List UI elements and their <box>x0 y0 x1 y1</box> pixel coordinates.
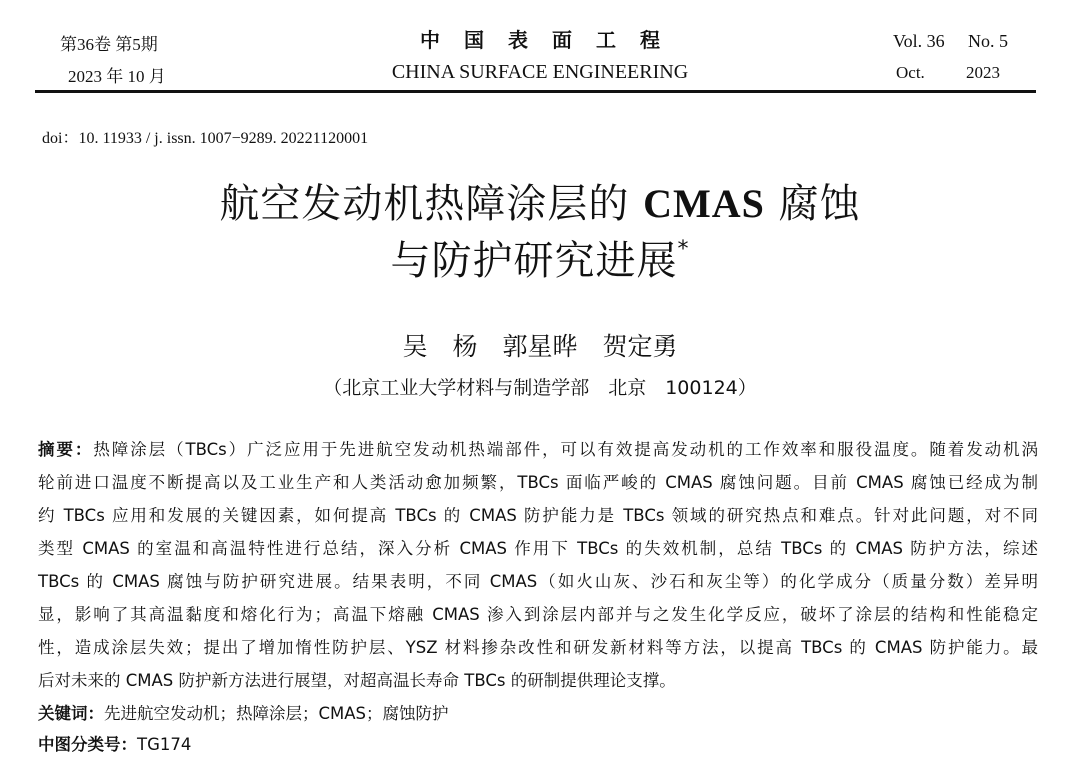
header-rule <box>35 90 1036 93</box>
month-en: Oct. <box>896 63 925 82</box>
abstract-line-3: 约 TBCs 应用和发展的关键因素，如何提高 TBCs 的 CMAS 防护能力是 TBCs 领域的研究热点和难点。针对此问题，对不同 <box>38 506 1038 525</box>
affiliation: （北京工业大学材料与制造学部 北京 100124） <box>323 377 757 399</box>
paper-title-line-1 <box>0 180 1080 228</box>
journal-title-en: CHINA SURFACE ENGINEERING <box>391 61 689 83</box>
abstract-line-1 <box>38 439 1038 460</box>
title-part-cn-end: 腐蚀 <box>764 181 861 227</box>
classification-text: TG174 <box>137 735 192 754</box>
title-part-cmas: CMAS <box>643 181 765 226</box>
date-cn: 2023 年 10 月 <box>68 67 166 86</box>
abstract-line-8: 后对未来的 CMAS 防护新方法进行展望，对超高温长寿命 TBCs 的研制提供理论支撑。 <box>38 671 676 690</box>
keywords-text: 先进航空发动机；热障涂层；CMAS；腐蚀防护 <box>104 704 449 723</box>
volume-en: Vol. 36 <box>893 31 945 51</box>
keywords <box>38 703 1038 724</box>
title-line-2-text: 与防护研究进展 <box>390 238 678 284</box>
title-part-cn: 航空发动机热障涂层的 <box>219 181 644 227</box>
abstract-line-7: 性，造成涂层失效；提出了增加惰性防护层、YSZ 材料掺杂改性和研发新材料等方法，以提高 TBCs 的 CMAS 防护能力。最 <box>38 638 1038 657</box>
author-list <box>0 327 1080 363</box>
author-3: 贺定勇 <box>602 332 678 361</box>
abstract-text-1: 热障涂层（TBCs）广泛应用于先进航空发动机热端部件，可以有效提高发动机的工作效率和服役温度。随着发动机涡 <box>93 440 1039 459</box>
abstract-line-5: TBCs 的 CMAS 腐蚀与防护研究进展。结果表明，不同 CMAS（如火山灰、沙石和灰尘等）的化学成分（质量分数）差异明 <box>38 572 1038 591</box>
year-en: 2023 <box>966 63 1000 82</box>
title-footnote-mark[interactable]: * <box>677 236 690 262</box>
author-2: 郭星晔 <box>502 332 578 361</box>
journal-title-cn: 中国表面工程 <box>420 28 684 52</box>
abstract-label: 摘要： <box>38 440 94 459</box>
abstract-line-4: 类型 CMAS 的室温和高温特性进行总结，深入分析 CMAS 作用下 TBCs 的失效机制，总结 TBCs 的 CMAS 防护方法，综述 <box>38 539 1038 558</box>
issue-en: No. 5 <box>968 31 1008 51</box>
paper-title-line-2 <box>0 237 1080 285</box>
abstract-line-2: 轮前进口温度不断提高以及工业生产和人类活动愈加频繁，TBCs 面临严峻的 CMAS 腐蚀问题。目前 CMAS 腐蚀已经成为制 <box>38 473 1038 492</box>
doi[interactable]: doi：10. 11933 / j. issn. 1007−9289. 20221120001 <box>42 130 369 147</box>
keywords-label: 关键词： <box>38 704 104 723</box>
classification-label: 中图分类号： <box>38 735 137 754</box>
classification-number <box>38 734 1038 755</box>
abstract-line-6: 显，影响了其高温黏度和熔化行为；高温下熔融 CMAS 渗入到涂层内部并与之发生化学反应，破坏了涂层的结构和性能稳定 <box>38 605 1038 624</box>
author-1: 吴 杨 <box>402 332 478 361</box>
volume-issue-cn: 第36卷 第5期 <box>60 35 158 54</box>
